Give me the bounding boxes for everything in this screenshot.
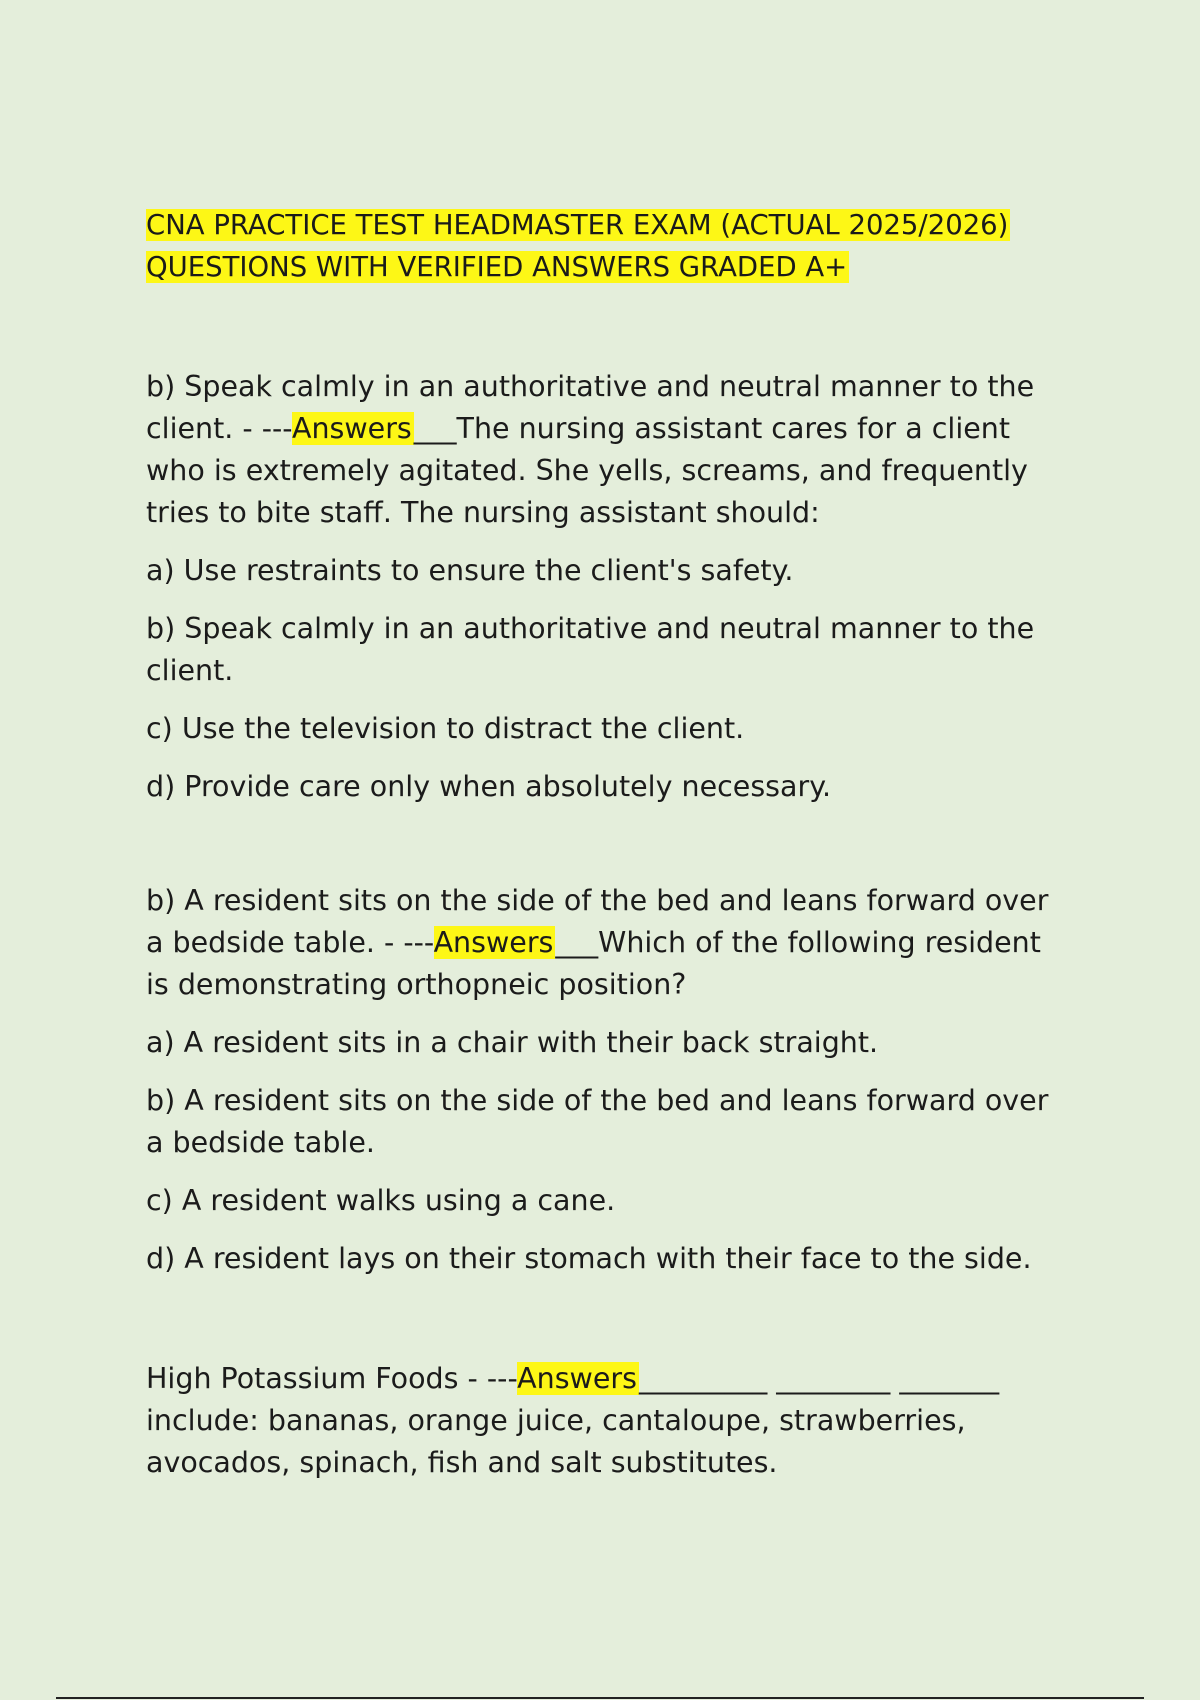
question-stem (146, 880, 1066, 1006)
option-d: d) A resident lays on their stomach with their face to the side. (146, 1242, 1032, 1275)
question-text: _________ ________ _______ include: bananas, orange juice, cantaloupe, strawberries, avocados, spinach, fish and salt substitutes. (146, 1362, 1000, 1479)
question-stem (146, 1358, 1066, 1484)
answer-text: b) A resident sits on the side of the bed and leans forward over a bedside table. - --- (146, 884, 1049, 959)
answers-label: Answers (433, 926, 554, 959)
title-line-1: CNA PRACTICE TEST HEADMASTER EXAM (ACTUAL 2025/2026) (146, 209, 1009, 241)
answers-label: Answers (291, 412, 412, 445)
question-block-1 (146, 366, 1066, 808)
answers-label: Answers (517, 1362, 637, 1395)
answer-text: b) Speak calmly in an authoritative and neutral manner to the client. - --- (146, 370, 1035, 445)
title-line-2: QUESTIONS WITH VERIFIED ANSWERS GRADED A+ (146, 251, 848, 283)
question-stem (146, 366, 1066, 534)
option-b: b) Speak calmly in an authoritative and neutral manner to the client. (146, 612, 1035, 687)
question-block-2 (146, 880, 1066, 1280)
question-block-3 (146, 1358, 1066, 1484)
option-c: c) A resident walks using a cane. (146, 1184, 616, 1217)
option-a: a) Use restraints to ensure the client's safety. (146, 554, 794, 587)
footer-divider (56, 1697, 1144, 1699)
question-text: ___Which of the following resident is demonstrating orthopneic position? (146, 926, 1041, 1001)
answer-text: High Potassium Foods - --- (146, 1362, 518, 1395)
option-a: a) A resident sits in a chair with their back straight. (146, 1026, 879, 1059)
document-content (146, 204, 1066, 1484)
option-d: d) Provide care only when absolutely necessary. (146, 770, 832, 803)
question-text: ___The nursing assistant cares for a client who is extremely agitated. She yells, screams, and frequently tries to bite staff. The nursing assistant should: (146, 412, 1028, 529)
option-b: b) A resident sits on the side of the bed and leans forward over a bedside table. (146, 1084, 1049, 1159)
option-c: c) Use the television to distract the client. (146, 712, 745, 745)
document-title (146, 204, 1066, 288)
